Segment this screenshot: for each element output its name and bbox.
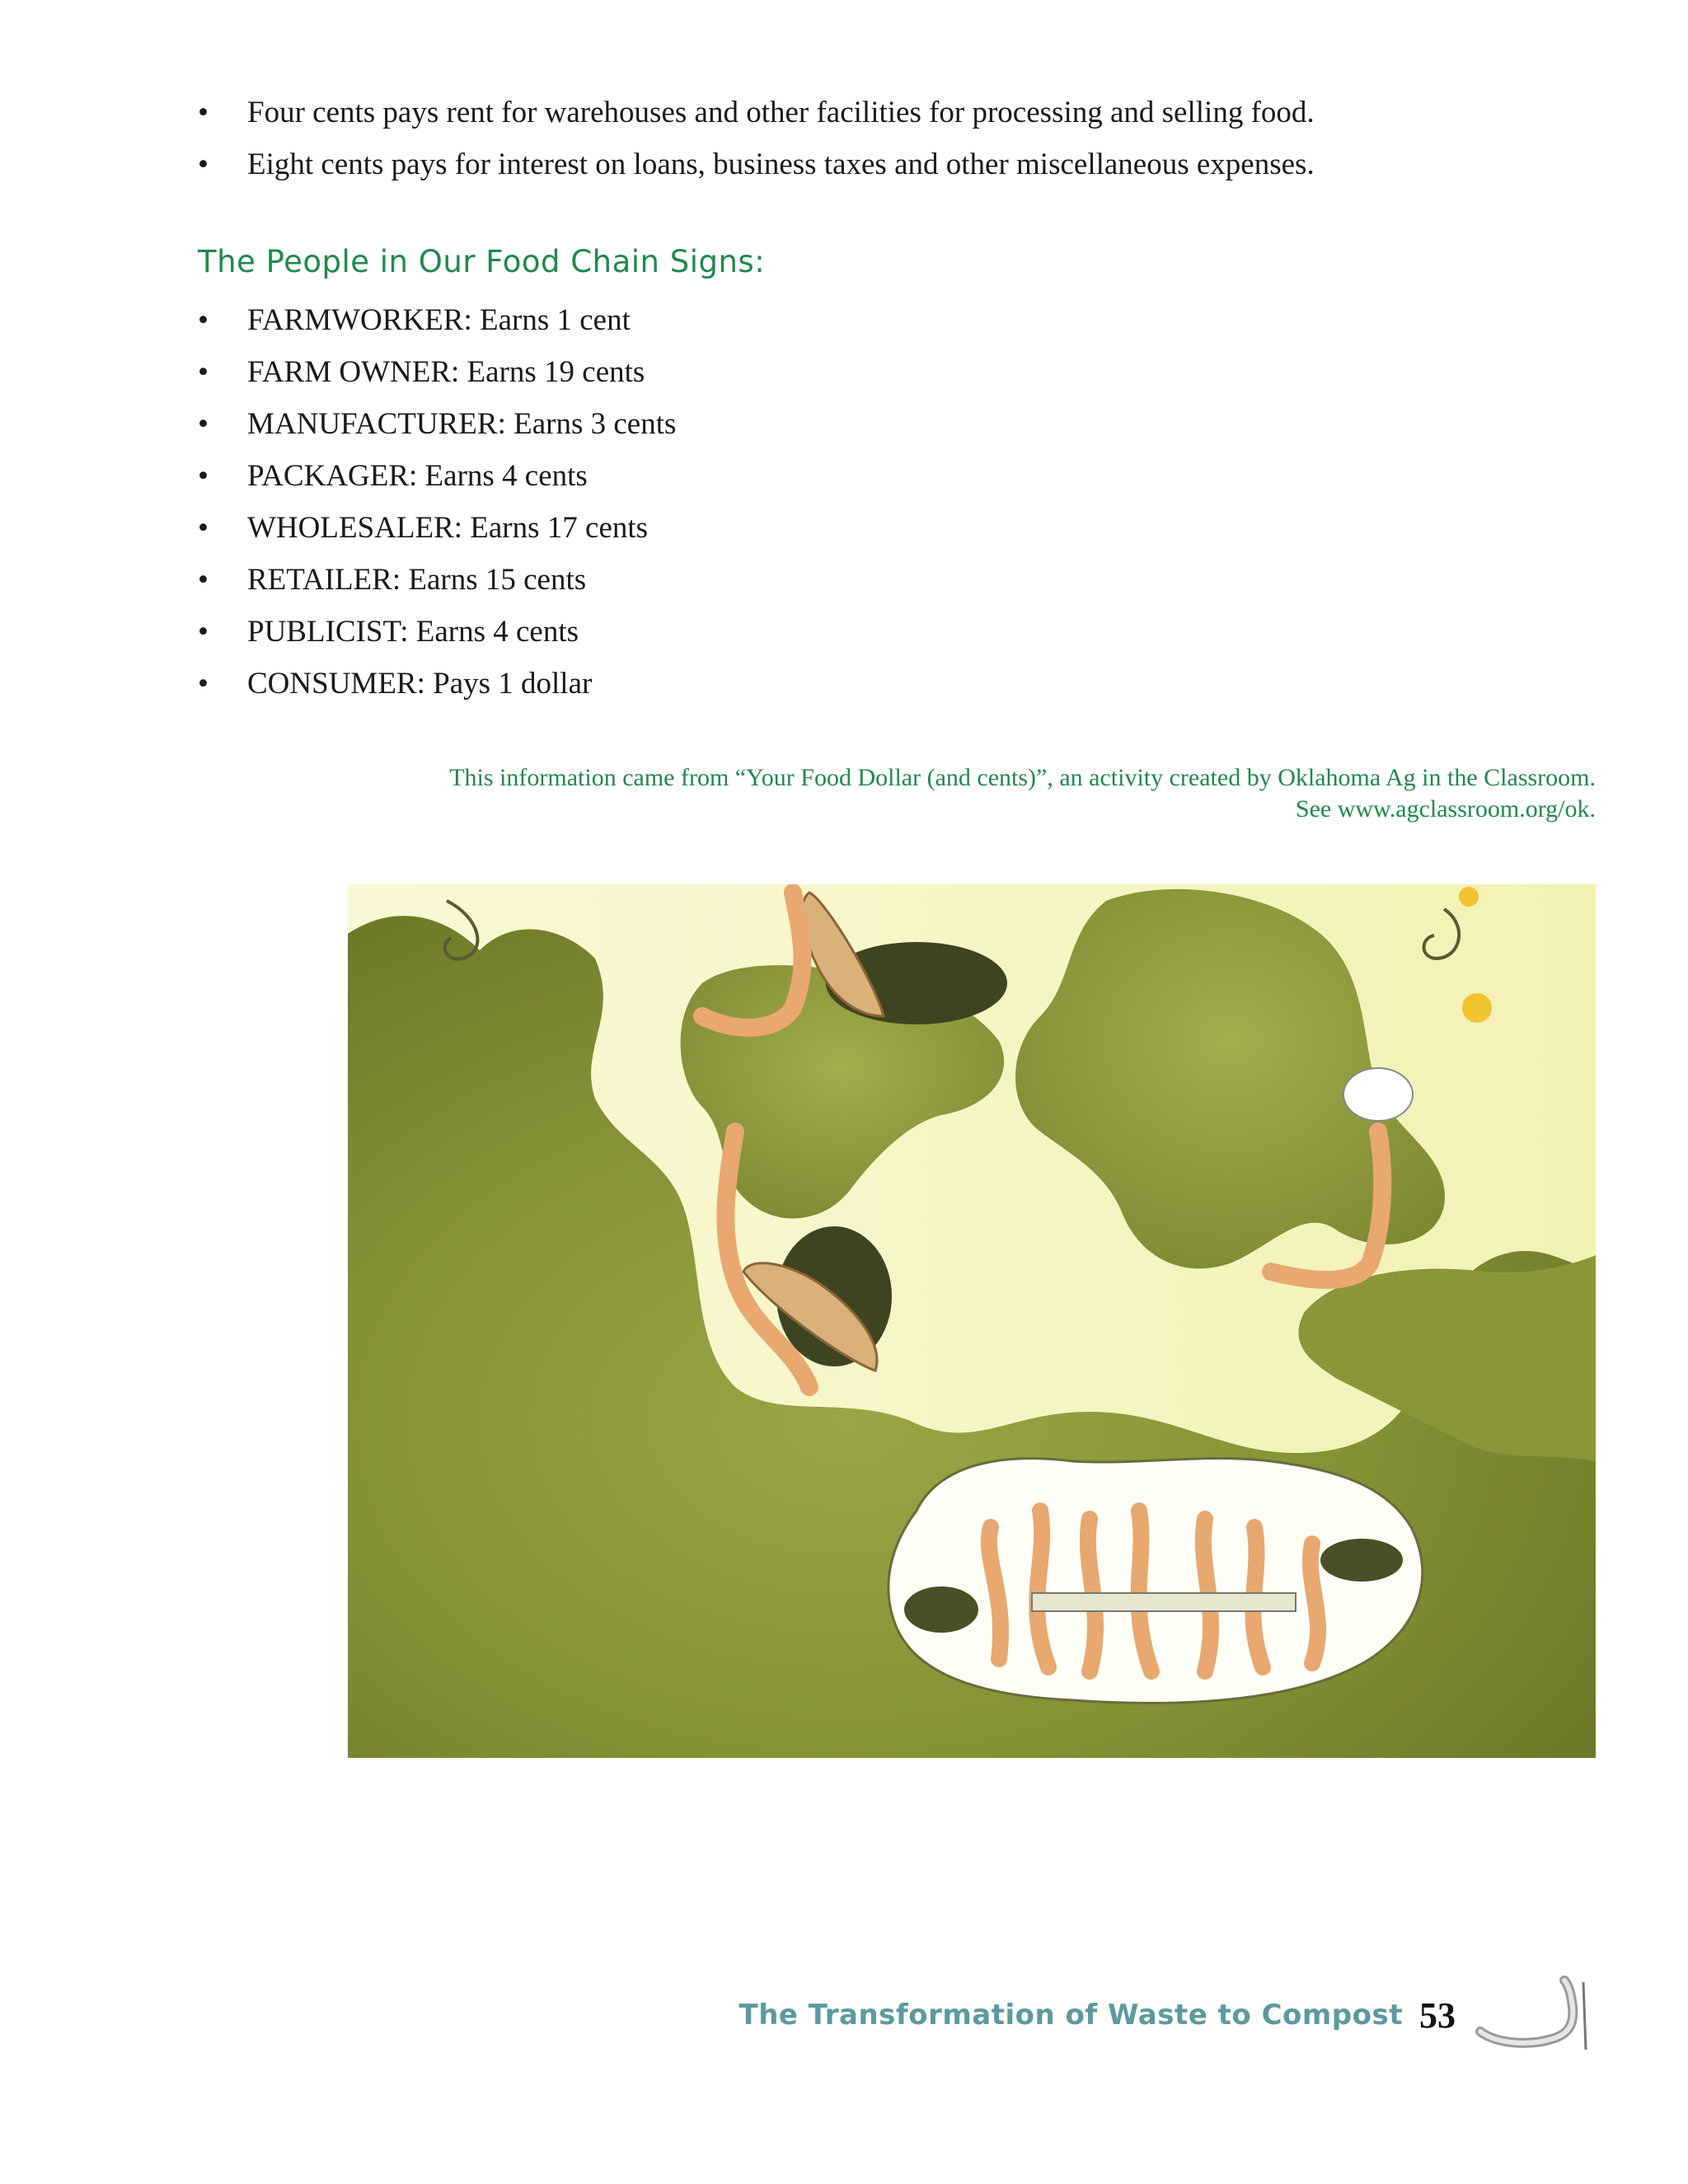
section-heading: The People in Our Food Chain Signs: [198, 244, 766, 279]
source-citation [277, 762, 1596, 825]
page-footer [739, 1974, 1596, 2056]
footer-title: The Transformation of Waste to Compost [738, 1999, 1403, 2032]
page-number: 53 [1419, 1994, 1456, 2036]
bullet-dot: • [198, 511, 209, 545]
intro-bullet-list [198, 87, 1315, 190]
sign-item [198, 294, 676, 346]
bullet-item [198, 138, 1315, 190]
sign-text: PUBLICIST: Earns 4 cents [247, 615, 579, 649]
bullet-dot: • [198, 355, 209, 389]
food-chain-signs-list [198, 294, 676, 710]
bullet-text: Eight cents pays for interest on loans, business taxes and other miscellaneous expenses. [247, 148, 1315, 181]
sign-text: WHOLESALER: Earns 17 cents [247, 511, 649, 545]
bullet-dot: • [198, 303, 209, 337]
sign-item [198, 554, 676, 606]
sign-text: PACKAGER: Earns 4 cents [247, 459, 588, 493]
bullet-dot: • [198, 615, 209, 649]
dining-worm [1311, 1544, 1318, 1663]
bullet-dot: • [198, 148, 209, 181]
chef-hat [1343, 1068, 1413, 1121]
sign-text: FARM OWNER: Earns 19 cents [247, 355, 645, 389]
sign-item [198, 658, 676, 710]
chamber-bush-left [904, 1586, 978, 1633]
sign-item [198, 502, 676, 554]
sign-item [198, 450, 676, 502]
sign-item [198, 606, 676, 658]
source-citation-line: This information came from “Your Food Dollar (and cents)”, an activity created by Oklahoma Ag in the Classroom. [449, 764, 1596, 791]
yellow-fruit [1459, 887, 1479, 907]
bullet-dot: • [198, 459, 209, 493]
bullet-text: Four cents pays rent for warehouses and other facilities for processing and selling food. [247, 96, 1315, 129]
illustration-artwork [348, 884, 1596, 1758]
dining-table [1032, 1593, 1296, 1611]
bullet-dot: • [198, 667, 209, 701]
sign-text: FARMWORKER: Earns 1 cent [247, 303, 631, 337]
source-citation-url-line: See www.agclassroom.org/ok. [1295, 795, 1596, 823]
chamber-bush-right [1320, 1539, 1403, 1582]
worm-icon-stick [1583, 1982, 1586, 2050]
bullet-dot: • [198, 407, 209, 441]
worm-icon [1472, 1974, 1596, 2056]
sign-text: MANUFACTURER: Earns 3 cents [247, 407, 677, 441]
bullet-dot: • [198, 563, 209, 597]
sign-item [198, 346, 676, 398]
yellow-fruit [1462, 993, 1492, 1023]
worm-tunnels-illustration [348, 884, 1596, 1758]
sign-text: CONSUMER: Pays 1 dollar [247, 667, 593, 701]
bullet-item [198, 87, 1315, 138]
bullet-dot: • [198, 96, 209, 129]
sign-text: RETAILER: Earns 15 cents [247, 563, 587, 597]
sign-item [198, 398, 676, 450]
